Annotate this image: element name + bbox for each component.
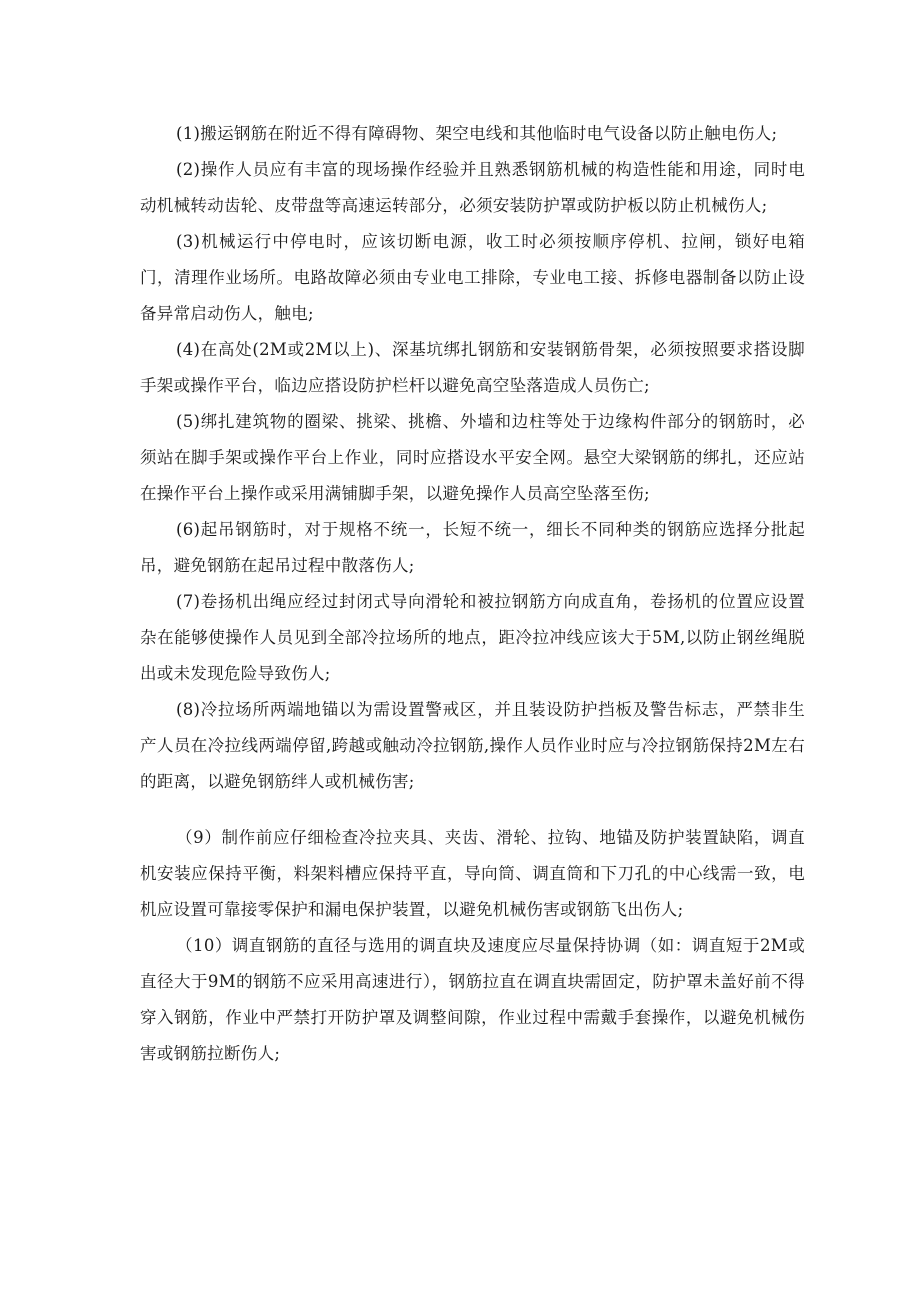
paragraph-3: (3)机械运行中停电时，应该切断电源，收工时必须按顺序停机、拉闸，锁好电箱门，清理作业场所。电路故障必须由专业电工排除，专业电工接、拆修电器制备以防止设备异常启动伤人，触电; <box>140 232 805 323</box>
paragraph-10: （10）调直钢筋的直径与选用的调直块及速度应尽量保持协调（如：调直短于2M或直径大于9M的钢筋不应采用高速进行），钢筋拉直在调直块需固定，防护罩未盖好前不得穿入钢筋，作业中严禁打开防护罩及调整间隙，作业过程中需戴手套操作，以避免机械伤害或钢筋拉断伤人; <box>140 936 805 1063</box>
paragraph-5: (5)绑扎建筑物的圈梁、挑梁、挑檐、外墙和边柱等处于边缘构件部分的钢筋时，必须站在脚手架或操作平台上作业，同时应搭设水平安全网。悬空大梁钢筋的绑扎，还应站在操作平台上操作或采用满铺脚手架，以避免操作人员高空坠落至伤; <box>140 412 805 503</box>
paragraph-4: (4)在高处(2M或2M以上)、深基坑绑扎钢筋和安装钢筋骨架，必须按照要求搭设脚手架或操作平台，临边应搭设防护栏杆以避免高空坠落造成人员伤亡; <box>140 340 805 395</box>
document-body <box>140 116 805 1072</box>
paragraph-8: (8)冷拉场所两端地锚以为需设置警戒区，并且装设防护挡板及警告标志，严禁非生产人员在冷拉线两端停留,跨越或触动冷拉钢筋,操作人员作业时应与冷拉钢筋保持2M左右的距离，以避免钢筋绊人或机械伤害; <box>140 700 805 791</box>
paragraph-2: (2)操作人员应有丰富的现场操作经验并且熟悉钢筋机械的构造性能和用途，同时电动机械转动齿轮、皮带盘等高速运转部分，必须安装防护罩或防护板以防止机械伤人; <box>140 160 805 215</box>
paragraph-9: （9）制作前应仔细检查冷拉夹具、夹齿、滑轮、拉钩、地锚及防护装置缺陷，调直机安装应保持平衡，料架料槽应保持平直，导向筒、调直筒和下刀孔的中心线需一致，电机应设置可靠接零保护和漏电保护装置，以避免机械伤害或钢筋飞出伤人; <box>140 828 805 919</box>
paragraph-1: (1)搬运钢筋在附近不得有障碍物、架空电线和其他临时电气设备以防止触电伤人; <box>176 124 778 143</box>
paragraph-7: (7)卷扬机出绳应经过封闭式导向滑轮和被拉钢筋方向成直角，卷扬机的位置应设置杂在能够使操作人员见到全部冷拉场所的地点，距冷拉冲线应该大于5M,以防止钢丝绳脱出或未发现危险导致伤人; <box>140 592 805 683</box>
paragraph-6: (6)起吊钢筋时，对于规格不统一，长短不统一，细长不同种类的钢筋应选择分批起吊，避免钢筋在起吊过程中散落伤人; <box>140 520 805 575</box>
